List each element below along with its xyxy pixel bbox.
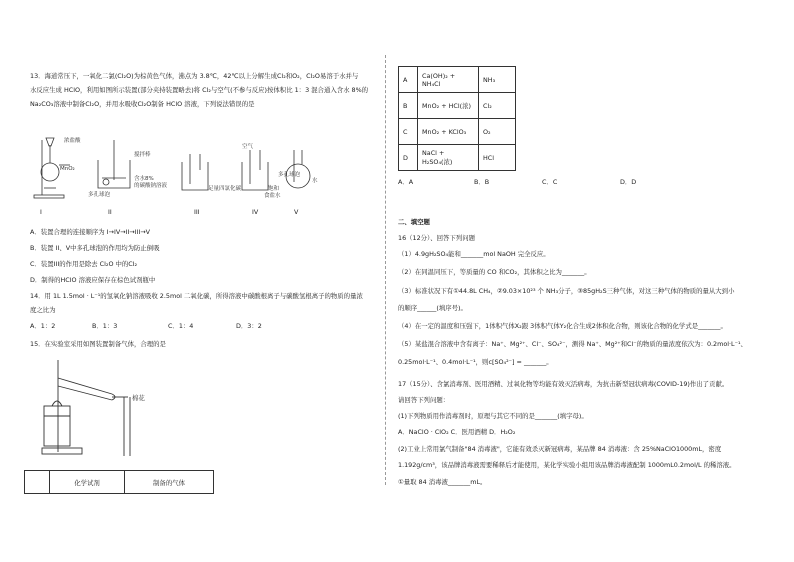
q14-option-c: C．1：4 xyxy=(168,322,194,330)
row-gas: Cl₂ xyxy=(479,93,516,119)
q17-title: 17（15分）、含氯消毒剂、医用酒精、过氧化物等均能有效灭活病毒，为抗击新型冠状病毒(COVID-19)作出了贡献。 xyxy=(398,380,729,388)
q17-l2b: 1.192g/cm³，该品牌消毒液需要稀释后才能使用，某化学实验小组用该品牌消毒液配制 1000mL0.2mol/L 的稀溶液。 xyxy=(398,461,736,469)
q15-option-c: C．C xyxy=(542,178,558,186)
row-reagent: NaCl + H₂SO₄(浓) xyxy=(418,145,479,171)
row-reagent: Ca(OH)₂ + NH₄Cl xyxy=(418,67,479,93)
label-jiaobanbang: 搅拌棒 xyxy=(134,152,151,158)
q14-line1: 14．用 1L 1.5mol · L⁻¹的氢氧化钠溶液吸收 2.5mol 二氧化碳，所得溶液中碳酸根离子与碳酸氢根离子的物质的量浓 xyxy=(30,292,363,300)
q13-option-a: A．装置合理的连接顺序为 I→IV→II→III→V xyxy=(30,228,151,236)
bottle-iv xyxy=(242,162,268,190)
stand-base xyxy=(34,195,64,198)
row-letter: C xyxy=(399,119,418,145)
row-gas: O₂ xyxy=(479,119,516,145)
label-mno2: MnO₂ xyxy=(60,166,75,172)
q15-table xyxy=(24,470,214,494)
column-divider xyxy=(385,55,386,485)
q13-line3: Na₂CO₃溶液中制备Cl₂O，并用水吸收Cl₂O制备 HClO 溶液，下列说法错误的是 xyxy=(30,100,255,108)
label-mianhua: 棉花 xyxy=(132,394,145,402)
table-row xyxy=(399,93,516,119)
label-tansuanna: 的碳酸钠溶液 xyxy=(134,183,168,189)
test-tube xyxy=(58,378,112,394)
table-row xyxy=(399,67,516,93)
q17-l3: ①量取 84 消毒液_______mL。 xyxy=(398,478,487,486)
fig-num-4: IV xyxy=(252,208,259,216)
q16-l5b: 0.25mol·L⁻¹、0.4mol·L⁻¹，则c[SO₄²⁻] = _______。 xyxy=(398,358,553,366)
q13-option-d: D．制得的HClO 溶液应保存在棕色试剂瓶中 xyxy=(30,276,156,284)
q16-l2: （2）在同温同压下，等质量的 CO 和CO₂，其体积之比为_______。 xyxy=(398,268,591,276)
q13-option-c: C．装置III的作用是除去 Cl₂O 中的Cl₂ xyxy=(30,260,138,268)
bottle-iii xyxy=(182,162,208,190)
round-flask xyxy=(41,163,59,181)
row-letter: D xyxy=(399,145,418,171)
label-duokong: 多孔球泡 xyxy=(88,192,111,198)
q14-line2: 度之比为 xyxy=(30,306,56,314)
label-jiguang: 足量四氯化碳 xyxy=(208,186,242,192)
q16-title: 16（12分）、回答下列问题 xyxy=(398,234,475,242)
row-letter: B xyxy=(399,93,418,119)
q17-l2: (2)工业上常用氯气制备"84 消毒液"，它能有效杀灭新冠病毒，某品牌 84 消毒液：含 25%NaClO1000mL，密度 xyxy=(398,445,722,453)
q14-option-d: D．3：2 xyxy=(236,322,262,330)
label-baohe: 饱和 xyxy=(268,186,280,192)
row-gas: NH₃ xyxy=(479,67,516,93)
q16-l3: （3）标准状况下有①44.8L CH₄，②9.03×10²³ 个 NH₃分子，③85gH₂S三种气体，对这三种气体的物质的量从大到小 xyxy=(398,287,735,295)
q16-l3b: 的顺序______(填序号)。 xyxy=(398,304,467,312)
label-nongyansuan: 浓盐酸 xyxy=(64,138,81,144)
q14-option-a: A．1：2 xyxy=(30,322,56,330)
table-row xyxy=(399,119,516,145)
q15-line1: 15．在实验室采用如图装置制备气体，合理的是 xyxy=(30,340,166,348)
q16-l5: （5）某盐混合溶液中含有离子：Na⁺、Mg²⁺、Cl⁻、SO₄²⁻，测得 Na⁺、Mg²⁺和Cl⁻的物质的量浓度依次为：0.2mol·L⁻¹、 xyxy=(398,340,747,348)
q13-line1: 13．海道常压下，一氧化二氯(Cl₂O)为棕黄色气体，沸点为 3.8℃，42℃以上分解生成Cl₂和O₂，Cl₂O易溶于水并与 xyxy=(30,72,359,80)
fig-num-3: III xyxy=(194,208,200,216)
q16-l4: （4）在一定的温度和压强下，1体积气体X₂跟 3体积气体Y₂化合生成2体积化合物，则该化合物的化学式是_______。 xyxy=(398,322,727,330)
q15-apparatus xyxy=(38,356,138,460)
row-gas: HCl xyxy=(479,145,516,171)
q15-option-a: A．A xyxy=(398,178,414,186)
q15-option-d: D．D xyxy=(620,178,637,186)
label-duokong2: 多孔球泡 xyxy=(278,172,301,178)
lamp xyxy=(44,406,70,446)
q17-l1: (1)下列物质用作消毒剂时，原理与其它不同的是_______(填字母)。 xyxy=(398,412,588,420)
label-shiyanshui: 食盐水 xyxy=(264,193,281,199)
q13-option-b: B．装置 II、V中多孔球泡的作用均为防止倒吸 xyxy=(30,244,160,252)
q15-option-b: B．B xyxy=(474,178,490,186)
section-title: 二、填空题 xyxy=(398,218,430,226)
q16-l1: （1）4.9gH₂SO₄能和_______mol NaOH 完全反应。 xyxy=(398,250,550,258)
row-letter: A xyxy=(399,67,418,93)
q14-option-b: B．1：3 xyxy=(92,322,118,330)
funnel xyxy=(46,138,54,146)
fig-num-5: V xyxy=(294,208,299,216)
table-row xyxy=(399,145,516,171)
fig-num-1: I xyxy=(40,208,42,216)
label-shui: 水 xyxy=(312,178,318,184)
row-reagent: MnO₂ + KClO₃ xyxy=(418,119,479,145)
q17-sub: 请回答下列问题： xyxy=(398,396,450,404)
label-hanshui: 含水8% xyxy=(134,176,154,182)
row-reagent: MnO₂ + HCl(浓) xyxy=(418,93,479,119)
q15-options-table xyxy=(398,66,516,171)
q13-line2: 水反应生成 HClO，利用如图所示装置(部分夹持装置略去)将 Cl₂与空气(不参与反应)按体积比 1：3 混合通入含水 8%的 xyxy=(30,86,369,94)
fig-num-2: II xyxy=(108,208,112,216)
label-kongqi: 空气 xyxy=(242,144,254,150)
q17-l1opt: A．NaClO · ClO₂ C．医用酒精 D．H₂O₂ xyxy=(398,428,516,436)
q15-header-gas: 制备的气体 xyxy=(125,471,214,494)
q15-table-blank xyxy=(25,471,50,494)
q15-header-reagent: 化学试剂 xyxy=(50,471,125,494)
